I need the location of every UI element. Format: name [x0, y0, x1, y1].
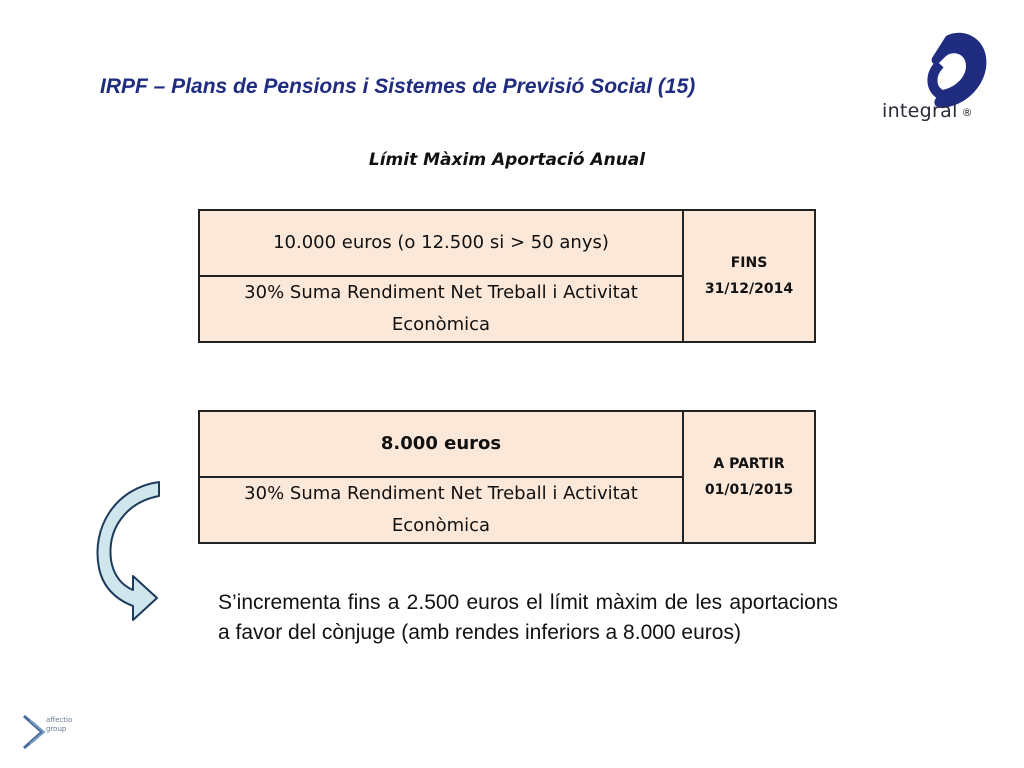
section-subtitle: Límit Màxim Aportació Anual — [368, 150, 646, 170]
table1-date-cell — [683, 210, 815, 342]
table2-row2: 30% Suma Rendiment Net Treball i Activitat Econòmica — [199, 477, 683, 543]
integral-logo-text: integral ® — [882, 100, 973, 122]
table1-side-line1: FINS — [730, 255, 768, 271]
table2-side-line2: 01/01/2015 — [704, 482, 794, 498]
slide-title: IRPF – Plans de Pensions i Sistemes de Previsió Social (15) — [100, 75, 696, 98]
table1-side-line2: 31/12/2014 — [704, 281, 794, 297]
table2-date-cell — [683, 411, 815, 543]
limit-table-from-2015 — [198, 410, 816, 544]
table2-row1: 8.000 euros — [199, 411, 683, 477]
curved-arrow-icon — [85, 478, 175, 626]
spouse-contribution-note: S’incrementa fins a 2.500 euros el límit màxim de les aportacions a favor del cònjuge (amb rendes inferiors a 8.000 euros) — [218, 591, 838, 644]
table2-side-line1: A PARTIR — [713, 456, 785, 472]
table1-row1: 10.000 euros (o 12.500 si > 50 anys) — [199, 210, 683, 276]
limit-table-until-2014 — [198, 209, 816, 343]
table1-row2: 30% Suma Rendiment Net Treball i Activitat Econòmica — [199, 276, 683, 342]
affectio-group-logo-text: affectio group — [46, 716, 73, 733]
